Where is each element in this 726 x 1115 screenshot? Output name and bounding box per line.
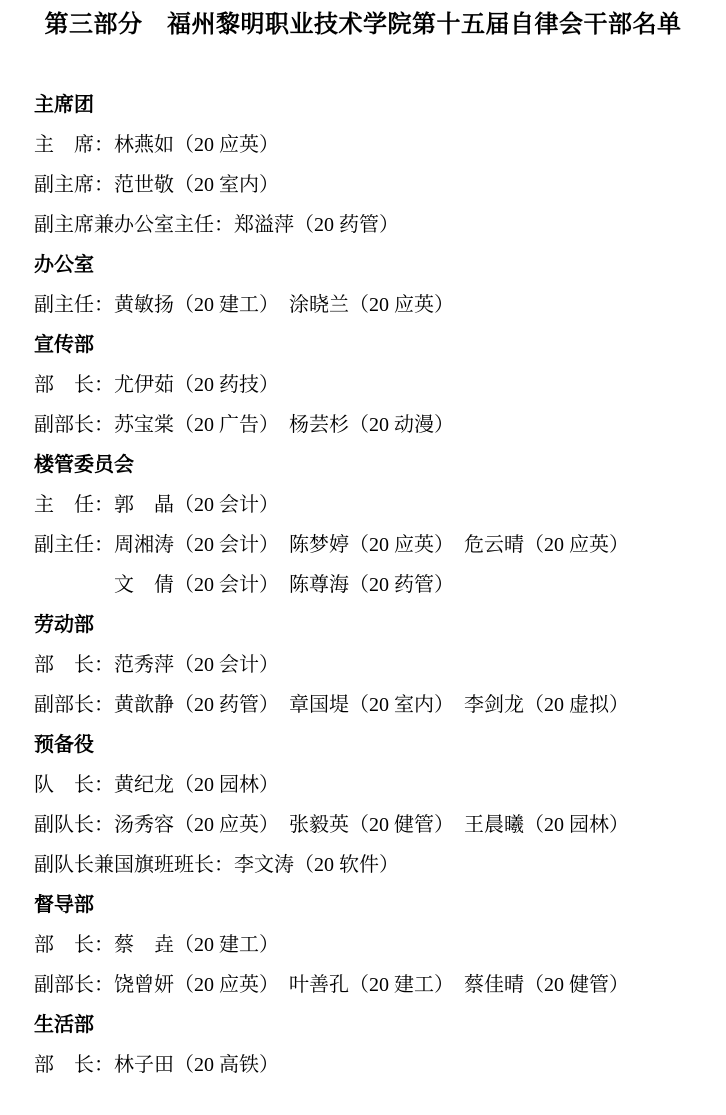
roster-line: 副队长兼国旗班班长：李文涛（20 软件）: [34, 854, 399, 876]
roster-line: 副主席兼办公室主任：郑溢萍（20 药管）: [34, 214, 399, 236]
roster-sections-container: [0, 85, 726, 1085]
roster-line: 副主任：周湘涛（20 会计） 陈梦婷（20 应英） 危云晴（20 应英）: [34, 534, 629, 556]
section-heading: 劳动部: [34, 614, 94, 636]
roster-line: 副队长：汤秀容（20 应英） 张毅英（20 健管） 王晨曦（20 园林）: [34, 814, 629, 836]
roster-line: 队 长：黄纪龙（20 园林）: [34, 774, 279, 796]
roster-line: 副主任：黄敏扬（20 建工） 涂晓兰（20 应英）: [34, 294, 454, 316]
section-heading: 督导部: [34, 894, 94, 916]
roster-line: 副主席：范世敬（20 室内）: [34, 174, 279, 196]
roster-line: 文 倩（20 会计） 陈尊海（20 药管）: [34, 574, 454, 596]
roster-line: 主 席：林燕如（20 应英）: [34, 134, 279, 156]
roster-line: 副部长：苏宝棠（20 广告） 杨芸杉（20 动漫）: [34, 414, 454, 436]
roster-line: 部 长：范秀萍（20 会计）: [34, 654, 279, 676]
roster-line: 部 长：尤伊茹（20 药技）: [34, 374, 279, 396]
roster-line: 副部长：饶曾妍（20 应英） 叶善孔（20 建工） 蔡佳晴（20 健管）: [34, 974, 629, 996]
roster-line: 部 长：蔡 垚（20 建工）: [34, 934, 279, 956]
section-heading: 宣传部: [34, 334, 94, 356]
roster-line: 副部长：黄歆静（20 药管） 章国堤（20 室内） 李剑龙（20 虚拟）: [34, 694, 629, 716]
section-heading: 预备役: [34, 734, 94, 756]
section-heading: 主席团: [34, 94, 94, 116]
roster-line: 主 任：郭 晶（20 会计）: [34, 494, 279, 516]
section-heading: 楼管委员会: [34, 454, 134, 476]
section-heading: 生活部: [34, 1014, 94, 1036]
section-heading: 办公室: [34, 254, 94, 276]
document-title: 第三部分 福州黎明职业技术学院第十五届自律会干部名单: [44, 11, 682, 38]
roster-line: 部 长：林子田（20 高铁）: [34, 1054, 279, 1076]
